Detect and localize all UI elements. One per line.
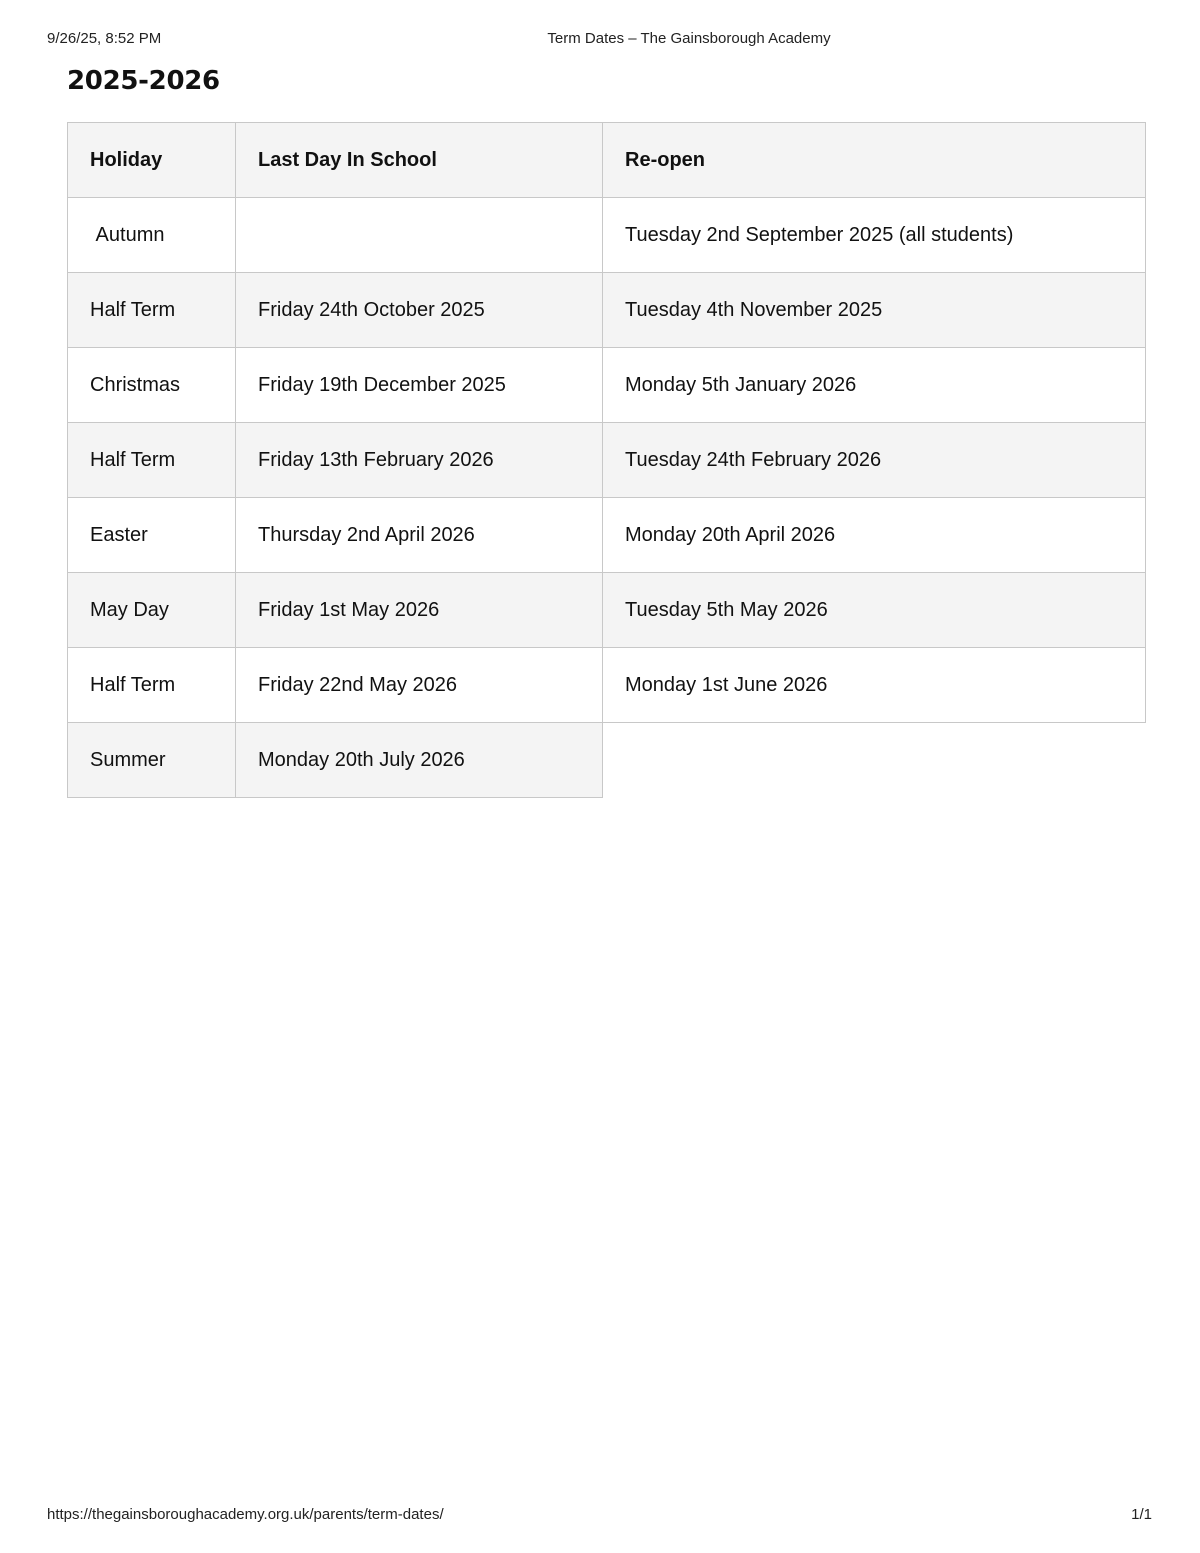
table-row [68, 573, 1146, 648]
holiday-cell: Half Term [68, 273, 236, 348]
table-row [68, 423, 1146, 498]
last-day-cell: Monday 20th July 2026 [236, 723, 603, 798]
reopen-cell: Monday 1st June 2026 [603, 648, 1146, 723]
last-day-cell [236, 198, 603, 273]
term-dates-table [67, 122, 1146, 798]
last-day-cell: Friday 24th October 2025 [236, 273, 603, 348]
last-day-cell: Friday 22nd May 2026 [236, 648, 603, 723]
last-day-cell: Thursday 2nd April 2026 [236, 498, 603, 573]
last-day-cell: Friday 13th February 2026 [236, 423, 603, 498]
holiday-cell: May Day [68, 573, 236, 648]
table-header-row [68, 123, 1146, 198]
table-row [68, 648, 1146, 723]
table-row [68, 498, 1146, 573]
reopen-cell: Tuesday 4th November 2025 [603, 273, 1146, 348]
reopen-cell: Tuesday 24th February 2026 [603, 423, 1146, 498]
reopen-cell-empty [603, 723, 1146, 798]
header-reopen: Re-open [603, 123, 1146, 198]
header-last-day: Last Day In School [236, 123, 603, 198]
print-datetime: 9/26/25, 8:52 PM [47, 30, 162, 47]
table-row [68, 273, 1146, 348]
table-row [68, 348, 1146, 423]
print-page-number: 1/1 [1131, 1506, 1152, 1523]
holiday-cell: Summer [68, 723, 236, 798]
reopen-cell: Tuesday 2nd September 2025 (all students) [603, 198, 1146, 273]
page-heading: 2025-2026 [67, 66, 220, 96]
table-row [68, 198, 1146, 273]
print-url: https://thegainsboroughacademy.org.uk/parents/term-dates/ [47, 1506, 444, 1523]
holiday-cell: Autumn [68, 198, 236, 273]
reopen-cell: Monday 5th January 2026 [603, 348, 1146, 423]
holiday-cell: Easter [68, 498, 236, 573]
reopen-cell: Tuesday 5th May 2026 [603, 573, 1146, 648]
holiday-cell: Christmas [68, 348, 236, 423]
last-day-cell: Friday 19th December 2025 [236, 348, 603, 423]
holiday-cell: Half Term [68, 423, 236, 498]
header-holiday: Holiday [68, 123, 236, 198]
last-day-cell: Friday 1st May 2026 [236, 573, 603, 648]
print-page-title: Term Dates – The Gainsborough Academy [547, 30, 831, 47]
holiday-cell: Half Term [68, 648, 236, 723]
reopen-cell: Monday 20th April 2026 [603, 498, 1146, 573]
table-row [68, 723, 1146, 798]
